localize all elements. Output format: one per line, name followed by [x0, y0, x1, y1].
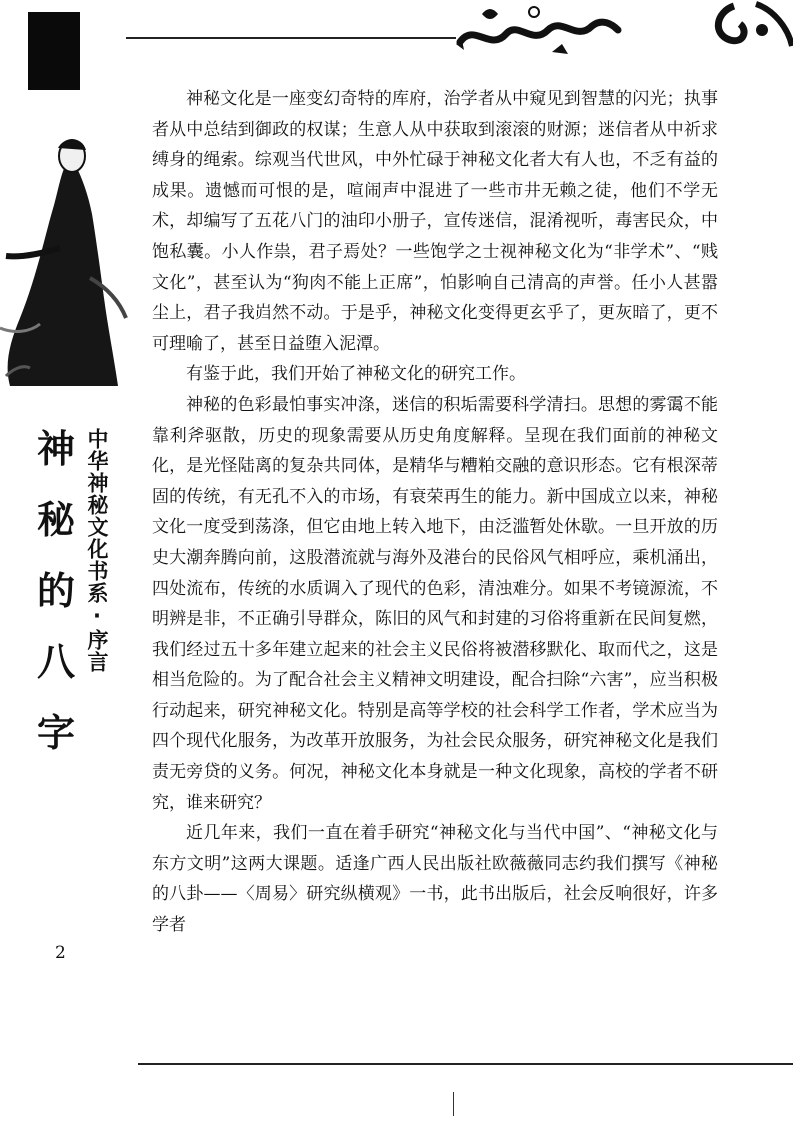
vertical-book-title — [30, 427, 82, 785]
header-black-block — [28, 12, 80, 90]
paragraph: 有鉴于此，我们开始了神秘文化的研究工作。 — [186, 364, 526, 385]
title-char: 字 — [36, 711, 75, 755]
cloud-ornament — [704, 0, 793, 60]
header-rule — [126, 37, 456, 39]
main-text — [152, 84, 718, 941]
page-number: 2 — [55, 943, 66, 963]
title-char: 八 — [36, 640, 75, 684]
gutter-mark — [453, 1092, 454, 1116]
paragraph: 神秘文化是一座变幻奇特的库府，治学者从中窥见到智慧的闪光；执事者从中总结到御政的权谋；生意人从中获取到滚滚的财源；迷信者从中祈求缚身的绳索。综观当代世风，中外忙碌于神秘文化者大有人也，不乏有益的成果。遗憾而可恨的是，喧闹声中混进了一些市井无赖之徒，他们不学无术，却编写了五花八门的油印小册子，宣传迷信，混淆视听，毒害民众，中饱私囊。小人作祟，君子焉处？一些饱学之士视神秘文化为“非学术”、“贱文化”，甚至认为“狗肉不能上正席”，怕影响自己清高的声誉。任小人甚嚣尘上，君子我岿然不动。于是乎，神秘文化变得更玄乎了，更灰暗了，更不可理喻了，甚至日益堕入泥潭。 — [152, 89, 718, 354]
dragon-ornament — [452, 0, 622, 60]
title-char: 神 — [36, 427, 75, 471]
title-char: 秘 — [36, 498, 75, 542]
footer-rule — [138, 1063, 793, 1065]
title-char: 的 — [36, 569, 75, 613]
figure-illustration — [0, 128, 130, 388]
series-label: 中华神秘文化书系·序言 — [85, 428, 109, 673]
paragraph: 神秘的色彩最怕事实冲涤，迷信的积垢需要科学清扫。思想的雾霭不能靠利斧驱散，历史的现象需要从历史角度解释。呈现在我们面前的神秘文化，是光怪陆离的复杂共同体，是精华与糟粕交融的意识形态。它有根深蒂固的传统，有无孔不入的市场，有衰荣再生的能力。新中国成立以来，神秘文化一度受到荡涤，但它由地上转入地下，由泛滥暂处休歇。一旦开放的历史大潮奔腾向前，这股潜流就与海外及港台的民俗风气相呼应，乘机涌出，四处流布，传统的水质调入了现代的色彩，清浊难分。如果不考镜源流，不明辨是非，不正确引导群众，陈旧的风气和封建的习俗将重新在民间复燃，我们经过五十多年建立起来的社会主义民俗将被潜移默化、取而代之，这是相当危险的。为了配合社会主义精神文明建设，配合扫除“六害”，应当积极行动起来，研究神秘文化。特别是高等学校的社会科学工作者，学术应当为四个现代化服务，为改革开放服务，为社会民众服务，研究神秘文化是我们责无旁贷的义务。何况，神秘文化本身就是一种文化现象，高校的学者不研究，谁来研究？ — [152, 394, 718, 813]
paragraph: 近几年来，我们一直在着手研究“神秘文化与当代中国”、“神秘文化与东方文明”这两大课题。适逢广西人民出版社欧薇薇同志约我们撰写《神秘的八卦——〈周易〉研究纵横观》一书，此书出版后，社会反响很好，许多学者 — [152, 823, 718, 936]
